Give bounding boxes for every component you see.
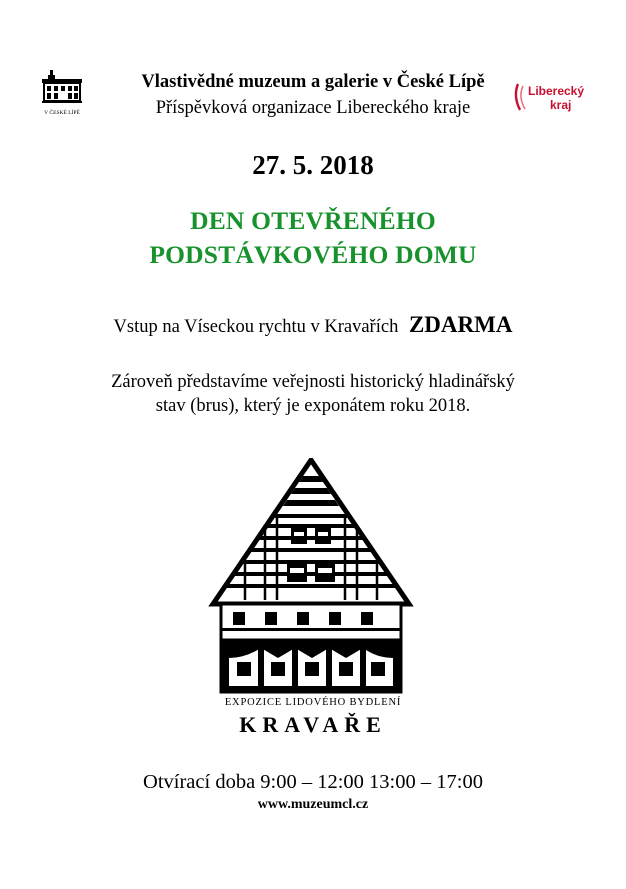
entry-text: Vstup na Víseckou rychtu v Kravařích	[113, 317, 399, 337]
event-title-line-1: DEN OTEVŘENÉHO	[190, 206, 436, 235]
event-date: 27. 5. 2018	[252, 150, 374, 180]
opening-hours: Otvírací doba 9:00 – 12:00 13:00 – 17:00	[143, 771, 483, 793]
website-link[interactable]: www.muzeumcl.cz	[257, 797, 369, 812]
description-line-2: stav (brus), který je exponátem roku 2018.	[155, 396, 471, 416]
exhibit-label: EXPOZICE LIDOVÉHO BYDLENÍ	[224, 697, 402, 708]
org-subtitle: Příspěvková organizace Libereckého kraje	[155, 98, 471, 118]
entry-info	[0, 312, 626, 338]
description-line-1: Zároveň představíme veřejnosti historický hladinářský	[111, 372, 515, 392]
org-name: Vlastivědné muzeum a galerie v České Lípě	[141, 72, 485, 92]
exhibit-place: KRAVAŘE	[239, 712, 387, 737]
museum-logo-caption: V ČESKÉ LÍPĚ	[44, 110, 80, 116]
kraj-logo-text-2: kraj	[550, 98, 572, 112]
entry-free-label: ZDARMA	[408, 312, 513, 337]
kraj-logo-text-1: Liberecký	[528, 84, 585, 98]
folk-house-icon	[205, 458, 417, 698]
event-description	[0, 370, 626, 418]
event-title-line-2: PODSTÁVKOVÉHO DOMU	[149, 240, 477, 269]
museum-logo-icon	[38, 70, 86, 120]
